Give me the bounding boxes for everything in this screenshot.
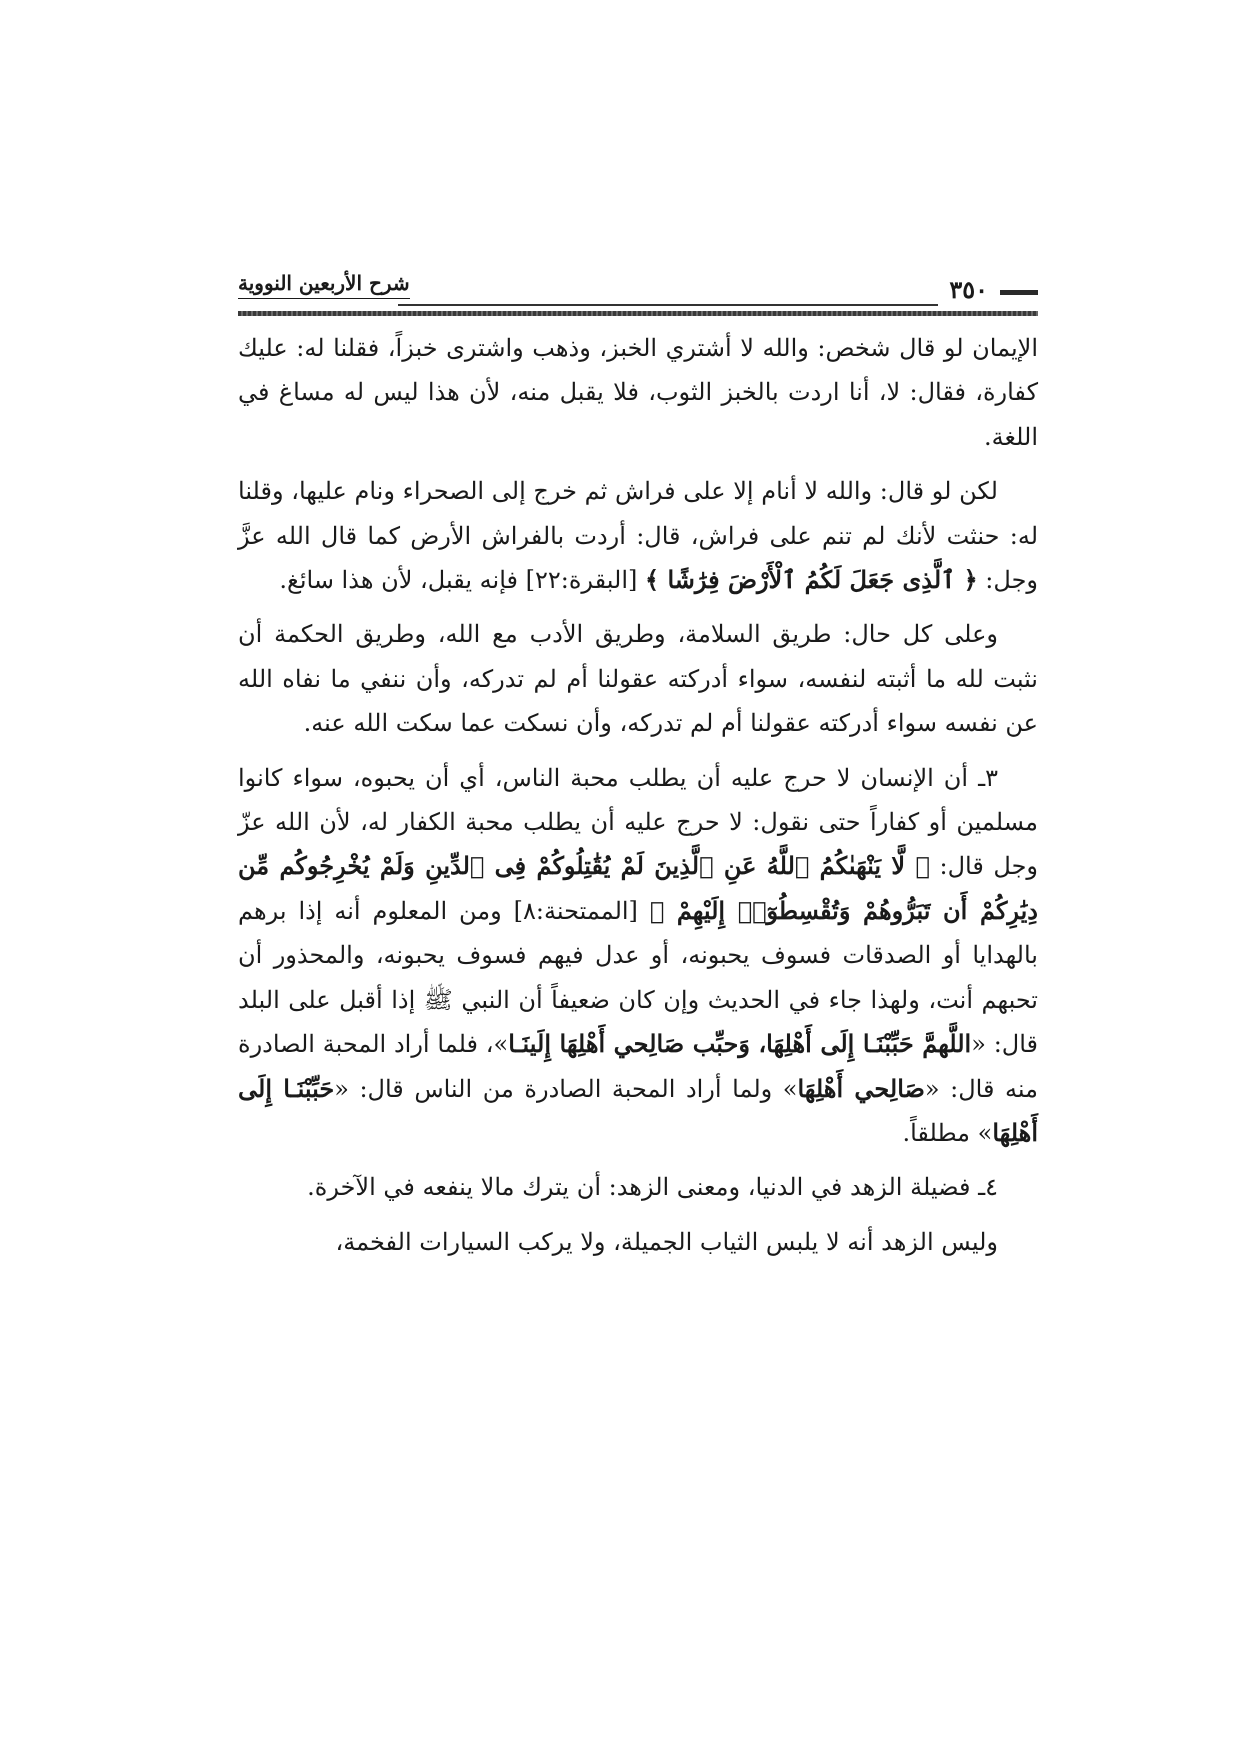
text-run: » مطلقاً. <box>902 1118 993 1147</box>
running-header <box>238 268 1038 328</box>
header-thin-rule <box>398 304 938 306</box>
header-rule <box>238 311 1038 316</box>
page-number-ornament <box>1000 290 1038 295</box>
text-run: وليس الزهد أنه لا يلبس الثياب الجميلة، ولا يركب السيارات الفخمة، <box>335 1227 998 1256</box>
text-run: »، فلما أراد المحبة الصادرة منه قال: « <box>238 1030 1038 1103</box>
body-text <box>238 326 1038 1274</box>
text-run: ٤ـ فضيلة الزهد في الدنيا، ومعنى الزهد: أن يترك مالا ينفعه في الآخرة. <box>307 1173 998 1202</box>
hadith-quote: اللَّهمَّ حَبِّبْنَـا إِلَى أَهْلِهَا، وَحبِّب صَالِحي أَهْلِهَا إِلَينَـا <box>508 1029 972 1059</box>
text-run: ٣ـ أن الإنسان لا حرج عليه أن يطلب محبة الناس، أي أن يحبوه، سواء كانوا مسلمين أو كفاراً حتى نقول: لا حرج عليه أن يطلب محبة الكفار له، لأن الله عزّ وجل قال: <box>238 763 1039 881</box>
text-run: [البقرة:٢٢] فإنه يقبل، لأن هذا سائغ. <box>279 566 646 595</box>
page-number: ٣٥٠ <box>949 275 988 304</box>
paragraph <box>238 612 1038 745</box>
text-run: » ولما أراد المحبة الصادرة من الناس قال: « <box>334 1074 798 1103</box>
paragraph <box>238 1165 1038 1209</box>
text-run: لكن لو قال: والله لا أنام إلا على فراش ثم خرج إلى الصحراء ونام عليها، وقلنا له: حنثت لأنك لم تنم على فراش، قال: أردت بالفراش الأرض كما قال الله عزَّ وجل: <box>238 477 1038 595</box>
hadith-quote: صَالِحي أَهْلِهَا <box>797 1073 925 1103</box>
text-run: وعلى كل حال: طريق السلامة، وطريق الأدب مع الله، وطريق الحكمة أن نثبت لله ما أثبته لنفسه، سواء أدركته عقولنا أم لم تدركه، وأن ننفي ما نفاه الله عن نفسه سواء أدركته عقولنا أم لم تدركه، وأن نسكت عما سكت الله عنه. <box>238 620 1038 738</box>
paragraph <box>238 1220 1038 1264</box>
paragraph <box>238 756 1038 1156</box>
text-run: الإيمان لو قال شخص: والله لا أشتري الخبز، وذهب واشترى خبزاً، فقلنا له: عليك كفارة، فقال: لا، أنا اردت بالخبز الثوب، فلا يقبل منه، لأن هذا ليس له مساغ في اللغة. <box>238 334 1038 451</box>
paragraph <box>238 326 1038 459</box>
quran-verse: ﴿ ٱلَّذِى جَعَلَ لَكُمُ ٱلْأَرْضَ فِرَٰشًا ﴾ <box>645 565 978 595</box>
text-run: [الممتحنة:٨] ومن المعلوم أنه إذا برهم بالهدايا أو الصدقات فسوف يحبونه، أو عدل فيهم فسوف يحبونه، والمحذور أن تحبهم أنت، ولهذا جاء في الحديث وإن كان ضعيفاً أن النبي ﷺ إذا أقبل على البلد قال: « <box>238 896 1038 1059</box>
quran-verse: ﴿ لَّا يَنْهَىٰكُمُ ٱللَّهُ عَنِ ٱلَّذِينَ لَمْ يُقَٰتِلُوكُمْ فِى ٱلدِّينِ وَلَمْ يُخْرِجُوكُم مِّن دِيَٰرِكُمْ أَن تَبَرُّوهُمْ وَتُقْسِطُوٓا۟ إِلَيْهِمْ ﴾ <box>238 851 1038 925</box>
hadith-quote: حَبِّبْنَـا إِلَى أَهْلِهَا <box>238 1073 1038 1147</box>
paragraph <box>238 469 1038 602</box>
book-title: شرح الأربعين النووية <box>238 270 410 299</box>
